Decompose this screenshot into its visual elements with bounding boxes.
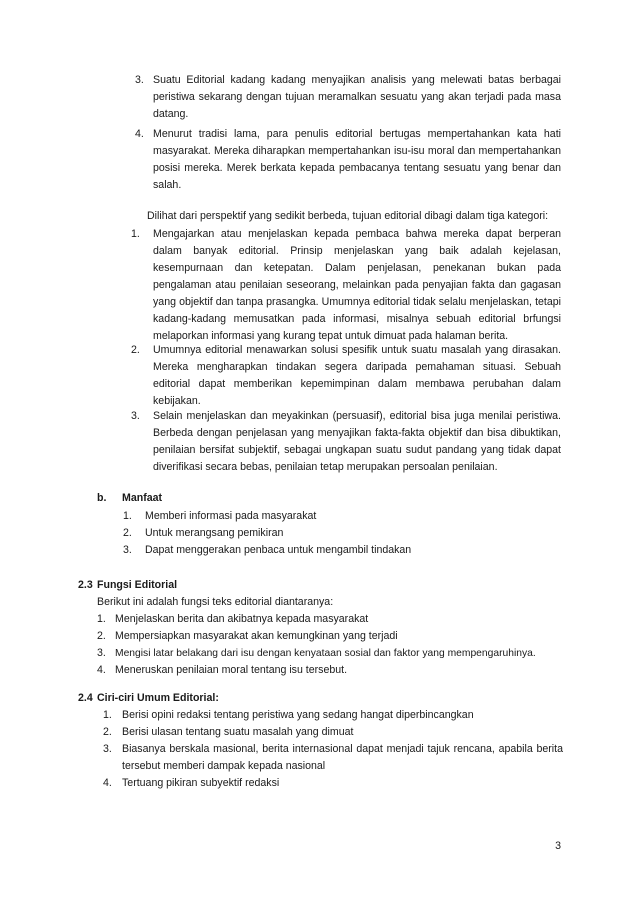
list-item	[97, 611, 563, 628]
list-number: 4.	[103, 777, 112, 789]
list-text: Tertuang pikiran subyektif redaksi	[122, 777, 280, 789]
list-text: Untuk merangsang pemikiran	[145, 527, 284, 539]
list-item	[97, 662, 563, 679]
list-text: Selain menjelaskan dan meyakinkan (persuasif), editorial bisa juga menilai peristiwa. Berbeda dengan penjelasan yang menyajikan fakta-fakta objektif dan bisa dibuktikan, penilaian bersifat subjektif, sebagai ungkapan suatu sudut pandang yang tidak dapat diverifikasi secara bebas, penilaian tetap merupakan persoalan penilaian.	[153, 410, 561, 473]
list-text: Menurut tradisi lama, para penulis editorial bertugas mempertahankan kata hati masyarakat. Mereka diharapkan mempertahankan isu-isu moral dan mempertahankan posisi mereka. Merek berkata kepada pembacanya tentang sesuatu yang benar dan salah.	[153, 128, 561, 191]
list-item	[135, 72, 561, 123]
list-item	[123, 508, 563, 525]
list-text: Mempersiapkan masyarakat akan kemungkinan yang terjadi	[115, 630, 398, 642]
list-item	[131, 408, 561, 476]
list-number: 2.	[97, 630, 106, 642]
list-text: Suatu Editorial kadang kadang menyajikan analisis yang melewati batas berbagai peristiwa sekarang dengan tujuan meramalkan sesuatu yang akan terjadi pada masa datang.	[153, 74, 561, 120]
list-item	[123, 542, 563, 559]
list-text: Biasanya berskala masional, berita internasional dapat menjadi tajuk rencana, apabila berita tersebut memberi dampak kepada nasional	[122, 743, 563, 772]
list-number: 3.	[123, 544, 132, 556]
list-number: 1.	[131, 228, 140, 240]
section-number: 2.4	[78, 692, 93, 704]
list-item	[131, 226, 561, 345]
list-text: Memberi informasi pada masyarakat	[145, 510, 317, 522]
list-item	[131, 342, 561, 410]
list-text: Berisi ulasan tentang suatu masalah yang dimuat	[122, 726, 354, 738]
perspective-intro: Dilihat dari perspektif yang sedikit berbeda, tujuan editorial dibagi dalam tiga kategori:	[147, 210, 549, 222]
list-item	[97, 645, 563, 662]
list-number: 3.	[131, 410, 140, 422]
list-item	[135, 126, 561, 194]
page-number: 3	[555, 840, 561, 852]
list-number: 2.	[131, 344, 140, 356]
list-number: 4.	[97, 664, 106, 676]
list-number: 2.	[103, 726, 112, 738]
list-item	[97, 628, 563, 645]
list-number: 1.	[123, 510, 132, 522]
list-item	[103, 741, 563, 775]
list-text: Mengajarkan atau menjelaskan kepada pembaca bahwa mereka dapat berperan dalam banyak editorial. Prinsip menjelaskan yang baik adalah kejelasan, kesempurnaan dan ketepatan. Dalam penjelasan, penekanan bukan pada pengalaman atau penilaian seseorang, melainkan pada penyajian fakta dan gagasan yang objektif dan tanpa prasangka. Umumnya editorial tidak selalu menjelaskan, tetapi kadang-kadang memusatkan pada informasi, misalnya sebuah editorial brfungsi melaporkan informasi yang kurang tepat untuk dimuat pada halaman berita.	[153, 228, 561, 342]
list-item	[103, 724, 563, 741]
list-text: Meneruskan penilaian moral tentang isu tersebut.	[115, 664, 348, 676]
list-text: Berisi opini redaksi tentang peristiwa yang sedang hangat diperbincangkan	[122, 709, 474, 721]
list-number: 3.	[135, 74, 144, 86]
list-text: Umumnya editorial menawarkan solusi spesifik untuk suatu masalah yang dirasakan. Mereka mengharapkan tindakan segera daripada pemahaman situasi. Sebuah editorial dapat memberikan kepemimpinan dalam membawa perubahan dalam kebijakan.	[153, 344, 561, 407]
list-item	[103, 707, 563, 724]
section-number: 2.3	[78, 579, 93, 591]
list-item	[123, 525, 563, 542]
list-text: Menjelaskan berita dan akibatnya kepada masyarakat	[115, 613, 369, 625]
manfaat-title: Manfaat	[122, 492, 163, 504]
list-number: 2.	[123, 527, 132, 539]
list-text: Mengisi latar belakang dari isu dengan kenyataan sosial dan faktor yang mempengaruhinya.	[115, 648, 536, 659]
section-title: Ciri-ciri Umum Editorial:	[97, 692, 219, 704]
fungsi-intro: Berikut ini adalah fungsi teks editorial diantaranya:	[97, 596, 334, 608]
list-item	[103, 775, 563, 792]
list-number: 1.	[103, 709, 112, 721]
list-number: 3.	[103, 743, 112, 755]
list-number: 4.	[135, 128, 144, 140]
list-number: 3.	[97, 647, 106, 659]
list-text: Dapat menggerakan penbaca untuk mengambil tindakan	[145, 544, 412, 556]
manfaat-label: b.	[97, 492, 107, 504]
section-title: Fungsi Editorial	[97, 579, 178, 591]
list-number: 1.	[97, 613, 106, 625]
